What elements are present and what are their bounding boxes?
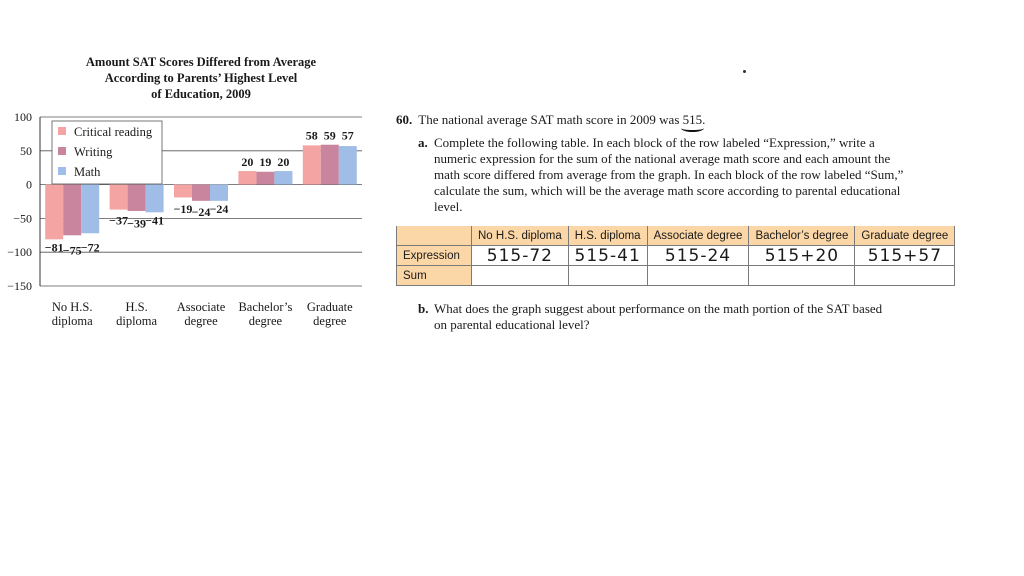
header-no-hs-diploma: No H.S. diploma (472, 226, 569, 246)
bar (174, 185, 192, 198)
bar (192, 185, 210, 201)
bar (210, 185, 228, 201)
bar (303, 145, 321, 184)
problem-statement (396, 112, 705, 128)
part-a-instructions: Complete the following table. In each block of the row labeled “Expression,” write a numeric expression for the sum of the national average math score and each amount the math score differed from average from the graph. In each block of the row labeled “Sum,” calculate the sum, which will be the average math score according to parental educational level. (434, 135, 904, 214)
bar (128, 185, 146, 211)
bar (339, 146, 357, 185)
value-label: 19 (259, 155, 272, 170)
value-label: −37 (109, 213, 129, 228)
header-bachelors-degree: Bachelor’s degree (749, 226, 855, 246)
value-label: 20 (241, 155, 254, 170)
problem-number: 60. (396, 112, 413, 127)
table-corner-cell (397, 226, 472, 246)
table-row-sum (397, 266, 955, 286)
y-tick-label: −50 (13, 211, 32, 226)
legend-label: Critical reading (74, 125, 153, 139)
x-tick-label: Associate (176, 300, 226, 314)
bar (256, 172, 274, 185)
problem-intro: The national average SAT math score in 2009 was (418, 112, 683, 127)
expression-cell[interactable]: 515-41 (568, 246, 647, 266)
part-a-letter: a. (418, 135, 428, 150)
table-header-row (397, 226, 955, 246)
bar (45, 185, 63, 240)
y-tick-label: 0 (26, 177, 32, 192)
header-associate-degree: Associate degree (647, 226, 749, 246)
part-b-letter: b. (418, 301, 429, 316)
x-tick-label: degree (184, 314, 218, 328)
table-row-expression (397, 246, 955, 266)
row-label-sum: Sum (397, 266, 472, 286)
value-label: 59 (323, 128, 336, 143)
value-label: −81 (44, 240, 64, 255)
legend-swatch (58, 147, 66, 155)
x-tick-label: degree (313, 314, 347, 328)
chart-title (40, 54, 362, 102)
x-tick-label: No H.S. (51, 300, 93, 314)
expression-cell[interactable]: 515-24 (647, 246, 749, 266)
bar (63, 185, 81, 236)
expression-table (396, 226, 955, 286)
bar (81, 185, 99, 234)
chart-title-line: Amount SAT Scores Differed from Average (85, 55, 317, 69)
chart-title-line: According to Parents’ Highest Level (104, 71, 298, 85)
part-b-question: What does the graph suggest about performance on the math portion of the SAT based on parental educational level? (434, 301, 883, 332)
expression-cell[interactable]: 515-72 (472, 246, 569, 266)
value-label: −39 (127, 216, 147, 231)
legend-label: Writing (74, 145, 113, 159)
bar-chart (0, 100, 380, 340)
row-label-expression: Expression (397, 246, 472, 266)
sum-cell[interactable] (647, 266, 749, 286)
bar (274, 171, 292, 185)
x-tick-label: degree (248, 314, 283, 328)
legend-swatch (58, 127, 66, 135)
sum-cell[interactable] (568, 266, 647, 286)
legend-label: Math (74, 165, 101, 179)
x-tick-label: Graduate (306, 300, 353, 314)
value-label: −75 (62, 243, 82, 258)
bar (146, 185, 164, 213)
chart-title-line: of Education, 2009 (151, 87, 251, 101)
x-tick-label: H.S. (125, 300, 148, 314)
value-label: −24 (209, 201, 229, 216)
value-label: −19 (173, 201, 193, 216)
problem-intro-end: . (702, 112, 706, 127)
x-tick-label: Bachelor’s (238, 300, 293, 314)
header-hs-diploma: H.S. diploma (568, 226, 647, 246)
value-label: −72 (80, 240, 100, 255)
sum-cell[interactable] (472, 266, 569, 286)
x-tick-label: diploma (116, 314, 158, 328)
y-tick-label: −100 (7, 245, 32, 260)
value-label: −24 (191, 204, 211, 219)
value-label: 20 (277, 155, 290, 170)
bar (238, 171, 256, 185)
y-tick-label: 100 (14, 110, 32, 124)
header-graduate-degree: Graduate degree (855, 226, 955, 246)
value-label: 58 (305, 128, 318, 143)
y-tick-label: 50 (20, 143, 32, 158)
value-label: −41 (145, 213, 165, 228)
bar (321, 145, 339, 185)
stray-pen-dot (743, 70, 746, 73)
expression-cell[interactable]: 515+20 (749, 246, 855, 266)
y-tick-label: −150 (7, 279, 32, 293)
value-label: 57 (341, 128, 354, 143)
x-tick-label: diploma (51, 314, 93, 328)
legend-swatch (58, 167, 66, 175)
sum-cell[interactable] (749, 266, 855, 286)
expression-cell[interactable]: 515+57 (855, 246, 955, 266)
bar (110, 185, 128, 210)
underlined-average-score: 515 (682, 112, 703, 127)
sum-cell[interactable] (855, 266, 955, 286)
